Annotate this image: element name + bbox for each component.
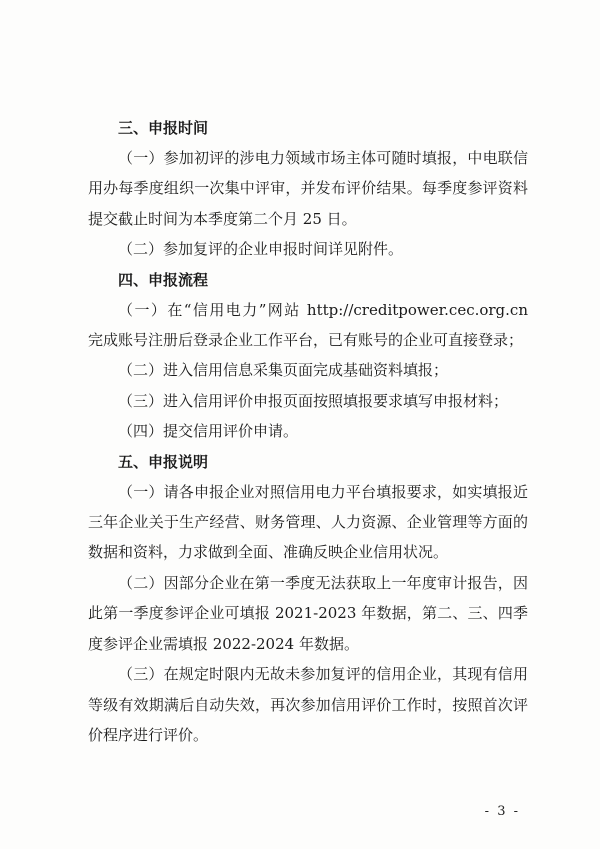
page-number: - 3 - <box>484 804 520 819</box>
paragraph-process-3: （三）进入信用评价申报页面按照填报要求填写申报材料； <box>118 391 509 410</box>
paragraph-notes-1: （一）请各申报企业对照信用电力平台填报要求，如实填报近三年企业关于生产经营、财务管理、人力资源、企业管理等方面的数据和资料，力求做到全面、准确反映企业信用状况。 <box>88 482 528 562</box>
section-heading-notes: 五、申报说明 <box>118 452 209 471</box>
paragraph-notes-3: （三）在规定时限内无故未参加复评的信用企业，其现有信用等级有效期满后自动失效，再次参加信用评价工作时，按照首次评价程序进行评价。 <box>88 665 528 744</box>
paragraph-time-2: （二）参加复评的企业申报时间详见附件。 <box>118 240 404 259</box>
document-body <box>88 113 528 750</box>
paragraph-process-1: （一）在“信用电力”网站 http://creditpower.cec.org.cn 完成账号注册后登录企业工作平台，已有账号的企业可直接登录； <box>88 300 528 350</box>
paragraph-process-4: （四）提交信用评价申请。 <box>118 422 299 441</box>
paragraph-time-1: （一）参加初评的涉电力领域市场主体可随时填报，中电联信用办每季度组织一次集中评审，并发布评价结果。每季度参评资料提交截止时间为本季度第二个月 25 日。 <box>88 149 528 228</box>
paragraph-notes-2: （二）因部分企业在第一季度无法获取上一年度审计报告，因此第一季度参评企业可填报 2021-2023 年数据，第二、三、四季度参评企业需填报 2022-2024 年数据。 <box>88 573 528 653</box>
paragraph-process-2: （二）进入信用信息采集页面完成基础资料填报； <box>118 361 449 380</box>
section-heading-time: 三、申报时间 <box>118 119 209 137</box>
section-heading-process: 四、申报流程 <box>118 270 209 289</box>
